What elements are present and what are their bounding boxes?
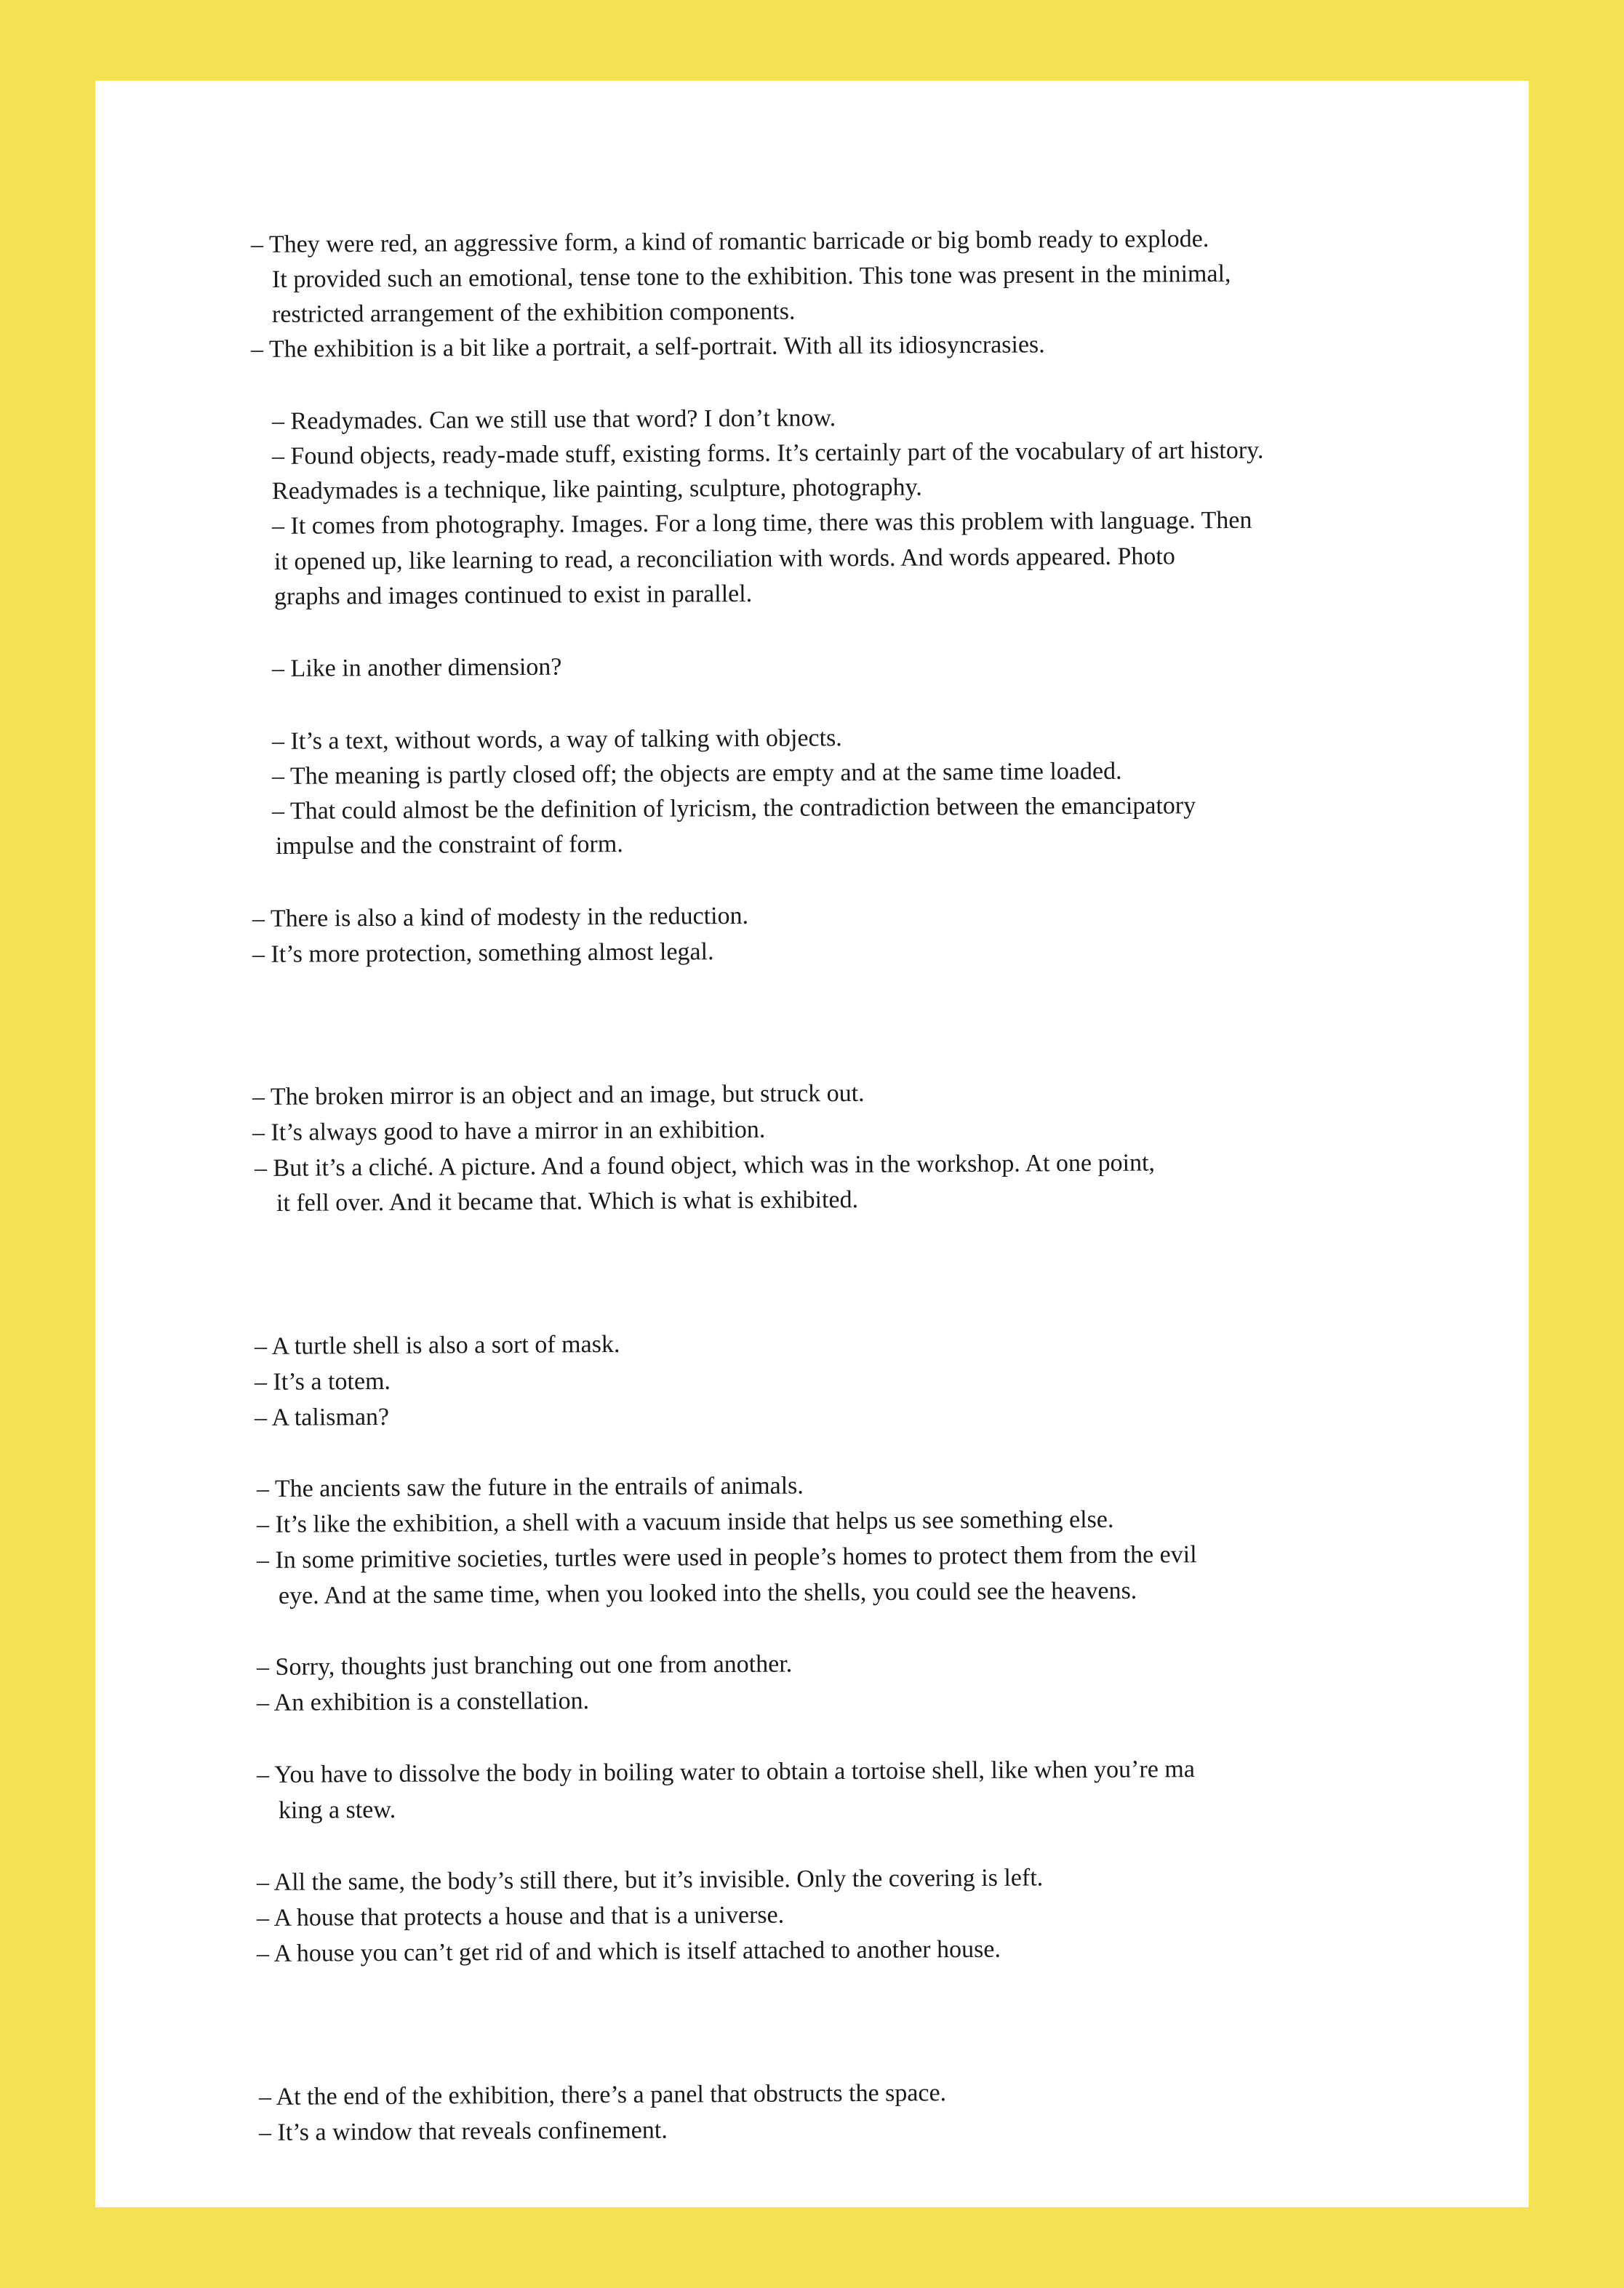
text-line: – It’s always good to have a mirror in an exhibition. [252, 1116, 766, 1146]
text-line: – It’s a window that reveals confinement. [258, 2116, 668, 2146]
text-line: – An exhibition is a constellation. [256, 1687, 590, 1716]
text-line: – A house you can’t get rid of and which is itself attached to another house. [256, 1935, 1001, 1967]
text-line: it opened up, like learning to read, a reconciliation with words. And words appeared. Photo [273, 543, 1175, 575]
text-line: eye. And at the same time, when you looked into the shells, you could see the heavens. [278, 1577, 1137, 1609]
text-line: – They were red, an aggressive form, a kind of romantic barricade or big bomb ready to explode. [250, 225, 1209, 258]
text-line: – It comes from photography. Images. For a long time, there was this problem with language. Then [271, 506, 1252, 540]
text-line: – There is also a kind of modesty in the reduction. [252, 902, 749, 932]
text-line: – It’s like the exhibition, a shell with a vacuum inside that helps us see something else. [256, 1505, 1114, 1538]
text-line: – Sorry, thoughts just branching out one from another. [256, 1650, 793, 1681]
text-line: – Like in another dimension? [271, 653, 562, 682]
text-line: graphs and images continued to exist in parallel. [273, 580, 753, 610]
text-line: – That could almost be the definition of lyricism, the contradiction between the emancipatory [271, 792, 1196, 825]
text-line: restricted arrangement of the exhibition components. [271, 297, 796, 328]
text-line: – The ancients saw the future in the entrails of animals. [256, 1472, 804, 1503]
text-line: – All the same, the body’s still there, but it’s invisible. Only the covering is left. [256, 1864, 1044, 1896]
text-line: – A house that protects a house and that is a universe. [256, 1901, 785, 1932]
text-line: – In some primitive societies, turtles were used in people’s homes to protect them from the evil [256, 1541, 1197, 1574]
text-line: – A turtle shell is also a sort of mask. [254, 1330, 620, 1360]
text-line: – Found objects, ready-made stuff, existing forms. It’s certainly part of the vocabulary of art history. [271, 436, 1264, 470]
text-line: – It’s more protection, something almost legal. [252, 938, 714, 968]
text-line: – It’s a totem. [254, 1367, 391, 1396]
document-page [95, 81, 1529, 2207]
text-line: impulse and the constraint of form. [275, 831, 623, 860]
text-line: – The meaning is partly closed off; the objects are empty and at the same time loaded. [271, 757, 1122, 790]
text-line: – Readymades. Can we still use that word? I don’t know. [271, 404, 836, 435]
text-line: – At the end of the exhibition, there’s a panel that obstructs the space. [258, 2079, 947, 2111]
text-line: – You have to dissolve the body in boiling water to obtain a tortoise shell, like when you’re ma [256, 1756, 1196, 1788]
text-line: It provided such an emotional, tense tone to the exhibition. This tone was present in the minimal, [271, 260, 1231, 293]
text-line: – The exhibition is a bit like a portrait, a self-portrait. With all its idiosyncrasies. [250, 331, 1045, 363]
text-line: – A talisman? [254, 1403, 390, 1431]
text-line: Readymades is a technique, like painting, sculpture, photography. [271, 473, 922, 505]
text-line: – But it’s a cliché. A picture. And a found object, which was in the workshop. At one point, [254, 1149, 1156, 1182]
text-line: it fell over. And it became that. Which is what is exhibited. [276, 1186, 859, 1217]
text-line: – The broken mirror is an object and an image, but struck out. [252, 1079, 865, 1111]
text-line: king a stew. [278, 1796, 396, 1824]
text-line: – It’s a text, without words, a way of talking with objects. [271, 724, 842, 755]
